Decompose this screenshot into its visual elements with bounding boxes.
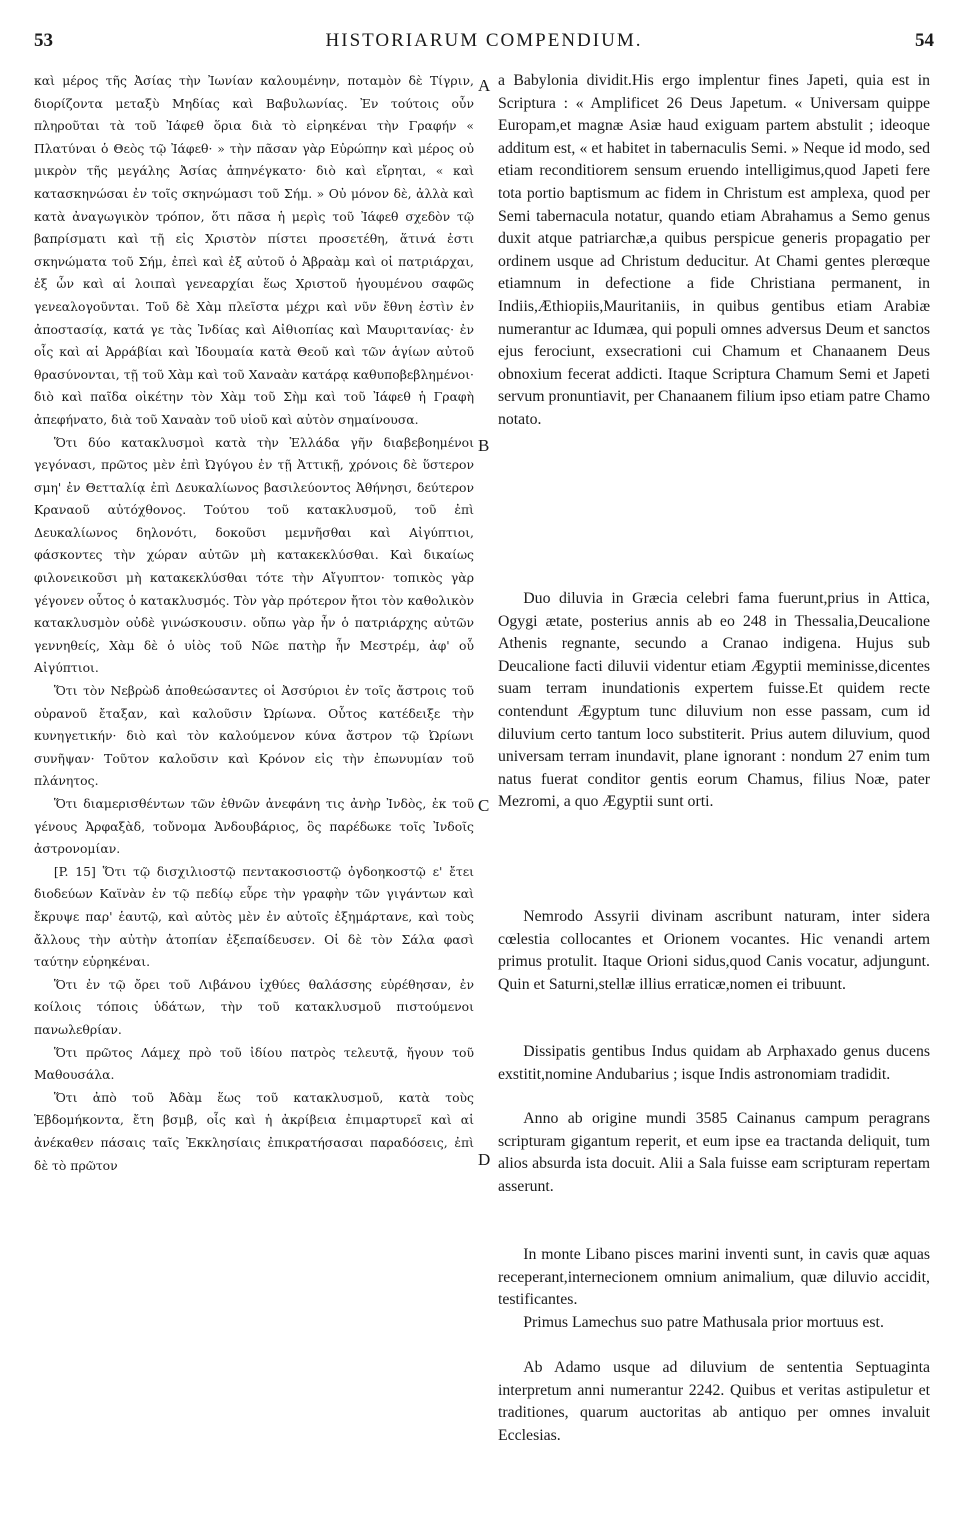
greek-paragraph: Ὅτι τὸν Νεβρὼδ ἀποθεώσαντες οἱ Ἀσσύριοι ἐν τοῖς ἄστροις τοῦ οὐρανοῦ ἔταξαν, καὶ καλοῦσιν Ὠρίωνα. Οὗτος κατέδειξε τὴν κυνηγετικήν· διὸ καὶ τὸν καλούμενον κύνα ἄστρον τῷ Ὠρίωνι συνῆψαν· Τοῦτον καλοῦσιν καὶ Κρόνον εἰς τὴν ἐπωνυμίαν τοῦ πλάνητος. [34, 683, 474, 789]
greek-paragraph: Ὅτι δύο κατακλυσμοὶ κατὰ τὴν Ἑλλάδα γῆν διαβεβοημένοι γεγόνασι, πρῶτος μὲν ἐπὶ Ὠγύγου ἐν τῇ Ἀττικῇ, χρόνοις δὲ ὕστερον σμη' ἐν Θετταλίᾳ ἐπὶ Δευκαλίωνος βασιλεύοντος Ἀθήνησι, δεύτερον Κραναοῦ αὐτόχθονος. Τούτου τοῦ κατακλυσμοῦ, τοῦ ἐπὶ Δευκαλίωνος δηλονότι, δοκοῦσι μεμνῆσθαι καὶ Αἰγύπτιοι, φάσκοντες τὴν χώραν αὐτῶν μὴ κατακεκλύσθαι. Καὶ δικαίως φιλονεικοῦσι μὴ κατακεκλύσθαι τότε τὴν Αἴγυπτον· τοπικὸς γὰρ γέγονεν οὗτος ὁ κατακλυσμός. Τὸν γὰρ πρότερον ἤτοι τὸν καθολικὸν κατακλυσμὸν οὐδὲ γινώσκουσιν. οὔπω γὰρ ἦν ὁ πατριάρχης αὐτῶν γεννηθείς, Χὰμ δὲ ὁ υἱὸς τοῦ Νῶε πατὴρ ἦν Μεστρέμ, ἀφ' οὗ Αἰγύπτιοι. [34, 434, 474, 676]
greek-paragraph: Ὅτι πρῶτος Λάμεχ πρὸ τοῦ ἰδίου πατρὸς τελευτᾷ, ἤγουν τοῦ Μαθουσάλα. [34, 1044, 474, 1083]
latin-paragraph: Nemrodo Assyrii divinam ascribunt naturam, inter sidera cœlestia collocantes et Orionem vocantes. Hic venandi artem primus protulit. Itaque Orioni sidus,quod Canis vocatur, adjungunt. Quin et Saturni,stellæ illius erraticæ,nomen ei tribuunt. [498, 908, 930, 993]
section-marker-d: D [478, 1150, 491, 1169]
page-header [34, 30, 934, 60]
latin-paragraph: Primus Lamechus suo patre Mathusala prior mortuus est. [523, 1314, 884, 1331]
latin-paragraph: Dissipatis gentibus Indus quidam ab Arphaxado genus ducens exstitit,nomine Andubarius ; isque Indis astronomiam tradidit. [498, 1043, 930, 1083]
greek-paragraph: καὶ μέρος τῆς Ἀσίας τὴν Ἰωνίαν καλουμένην, ποταμὸν δὲ Τίγριν, διορίζοντα μεταξὺ Μηδίας καὶ Βαβυλωνίας. Ἐν τούτοις οὖν πληροῦται τὰ τοῦ Ἰάφεθ ὅρια διὰ τὸ εἰρηκέναι τὴν Γραφήν « Πλατύναι ὁ Θεὸς τῷ Ἰάφεθ· » τὴν πᾶσαν γὰρ Εὐρώπην καὶ μέρος οὐ μικρὸν τῆς μεγάλης Ἀσίας ἀπηνέγκατο· διὸ καὶ εἴρηται, « καὶ κατασκηνώσαι ἐν τοῖς σκηνώμασι τοῦ Σήμ. » Οὐ μόνον δὲ, ἀλλὰ καὶ κατὰ ἀναγωγικὸν τρόπον, ὅτι πᾶσα ἡ μερὶς τοῦ Ἰάφεθ σχεδὸν τῷ βαπρίσματι καὶ τῇ εἰς Χριστὸν πίστει προσετέθη, ἅτινά ἐστι σκηνώματα τοῦ Σήμ, ἐπεὶ καὶ ἐξ αὐτοῦ ὁ Ἀβραὰμ καὶ οἱ πατριάρχαι, ἐξ ὧν καὶ αἱ λοιπαὶ γενεαρχίαι ἕως Χριστοῦ ἡγουμένου σαφῶς γενεαλογοῦνται. Τοῦ δὲ Χὰμ πλεῖστα μέχρι καὶ νῦν ἔθνη ἐστὶν ἐν ἀποστασίᾳ, κατά γε τὰς Ἰνδίας καὶ Αἰθιοπίας καὶ Μαυριτανίας· ἐν οἷς καὶ αἱ Ἀρράβίαι καὶ Ἰδουμαία κατὰ Θεοῦ καὶ τῶν ἁγίων αὐτοῦ θρασύνονται, τῇ τοῦ Χὰμ καὶ τοῦ Χαναὰν κατάρᾳ καθυποβεβλημένοι· διὸ καὶ παῖδα οἰκέτην τὸν Χὰμ τοῦ Σὴμ καὶ τοῦ Ἰάφεθ ἡ Γραφὴ ἀπεφήνατο, διὰ τοῦ Χαναὰν τοῦ υἱοῦ καὶ αὐτὸν σημαίνουσα. [34, 73, 474, 427]
greek-paragraph: Ὅτι ἐν τῷ ὄρει τοῦ Λιβάνου ἰχθύες θαλάσσης εὑρέθησαν, ἐν κοίλοις τόποις ὑδάτων, τὴν τοῦ κατακλυσμοῦ πιστούμενοι πανωλεθρίαν. [34, 976, 474, 1037]
greek-column [34, 70, 474, 1177]
latin-paragraph: a Babylonia dividit.His ergo implentur fines Japeti, quia est in Scriptura : « Amplificet 26 Deus Japetum. « Universam quippe Europam,et magnæ Asiæ haud exiguam partem abstulit ; ideoque additum est, « et habitet in tabernaculis Semi. » Neque id modo, sed etiam reconditiorem sensum eruendo intelligimus,quod Japeti fere tota portio baptismum ac fidem in Christum est amplexa, quod per Semi tabernacula notatur, quando etiam Abrahamus a Semo genus duxit atque patriarchæ,a quibus perspicue generis propagatio per ordinem usque ad Christum deducitur. At Chami gentes plerœque etiamnum in defectione a fide Christiana permanent, in Indiis,Æthiopiis,Mauritaniis, in quibus gentibus etiam Arabiæ numerantur ac Idumæa, qui populi omnes adversus Deum et sanctos ejus ferociunt, exsecrationi cui Chamum et Chanaanem Deus obnoxium fecerat addicti. Itaque Scriptura Chamum Semi et Japeti servum pronuntiavit, per Chanaanem filium ipso etiam patre Chamo notato. [498, 72, 930, 428]
section-marker-b: B [478, 436, 490, 455]
latin-paragraph: Duo diluvia in Græcia celebri fama fuerunt,prius in Attica, Ogygi ætate, posterius annis ab eo 248 in Thessalia,Deucalione Athenis regnante, secundo a Cranao indigena. Hujus sub Deucalione facti diluvii videntur etiam Ægyptii meminisse,dicentes suam terram inundationis expertem fuisse.Et quidem recte contendunt Ægyptum tunc diluvium non esse passam, cum id diluvium certo tantum loco substiterit. Prius autem diluvium, quod universam terram inundavit, plane ignorant : nondum 27 enim tum natus fuerat conditor gentis eorum Chamus, filius Noæ, pater Mezromi, a quo Ægyptii sunt orti. [498, 590, 930, 811]
page-number-left: 53 [34, 30, 53, 51]
greek-paragraph: [P. 15] Ὅτι τῷ δισχιλιοστῷ πεντακοσιοστῷ ὀγδοηκοστῷ ε' ἔτει διοδεύων Καϊνὰν ἐν τῷ πεδίῳ εὗρε τὴν γραφὴν τῶν γιγάντων καὶ ἔκρυψε παρ' ἑαυτῷ, καὶ αὐτὸς μὲν ἐν αὐτοῖς ἐξημάρτανε, καὶ τοὺς ἄλλους τὴν αὐτὴν ἀτοπίαν ἐξεπαίδευσεν. Οἱ δὲ τὸν Σάλα φασὶ ταύτην εὑρηκέναι. [34, 863, 474, 970]
section-marker-c: C [478, 796, 490, 815]
running-title: HISTORIARUM COMPENDIUM. [325, 30, 643, 51]
page-number-right: 54 [915, 30, 934, 51]
greek-paragraph: Ὅτι ἀπὸ τοῦ Ἀδὰμ ἕως τοῦ κατακλυσμοῦ, κατὰ τοὺς Ἑβδομήκοντα, ἔτη βσμβ, οἷς καὶ ἡ ἀκρίβεια ἐπιμαρτυρεῖ καὶ αἱ ἀνέκαθεν πάσαις ταῖς Ἐκκλησίαις ἐπικρατήσασαι παραδόσεις, ἐπὶ δὲ τὸ πρῶτον [34, 1089, 474, 1173]
latin-paragraph: In monte Libano pisces marini inventi sunt, in cavis quæ aquas receperant,internecionem omnium animalium, quæ diluvio accidit, testificantes. [498, 1246, 930, 1309]
latin-paragraph: Anno ab origine mundi 3585 Cainanus campum peragrans scripturam gigantum reperit, et eum ipse ea tractanda deliquit, tum alios absurda ista docuit. Alii a Sala fuisse eam scripturam repertam asserunt. [498, 1110, 930, 1195]
section-marker-a: A [478, 76, 491, 95]
greek-paragraph: Ὅτι διαμερισθέντων τῶν ἐθνῶν ἀνεφάνη τις ἀνὴρ Ἰνδὸς, ἐκ τοῦ γένους Ἀρφαξὰδ, τοὔνομα Ἀνδουβάριος, ὃς παρέδωκε τοῖς Ἰνδοῖς ἀστρονομίαν. [34, 796, 474, 857]
latin-paragraph: Ab Adamo usque ad diluvium de sententia Septuaginta interpretum anni numerantur 2242. Quibus et veritas astipuletur et traditiones, quarum auctoritas ab antiquo per omnes invaluit Ecclesias. [498, 1359, 930, 1444]
